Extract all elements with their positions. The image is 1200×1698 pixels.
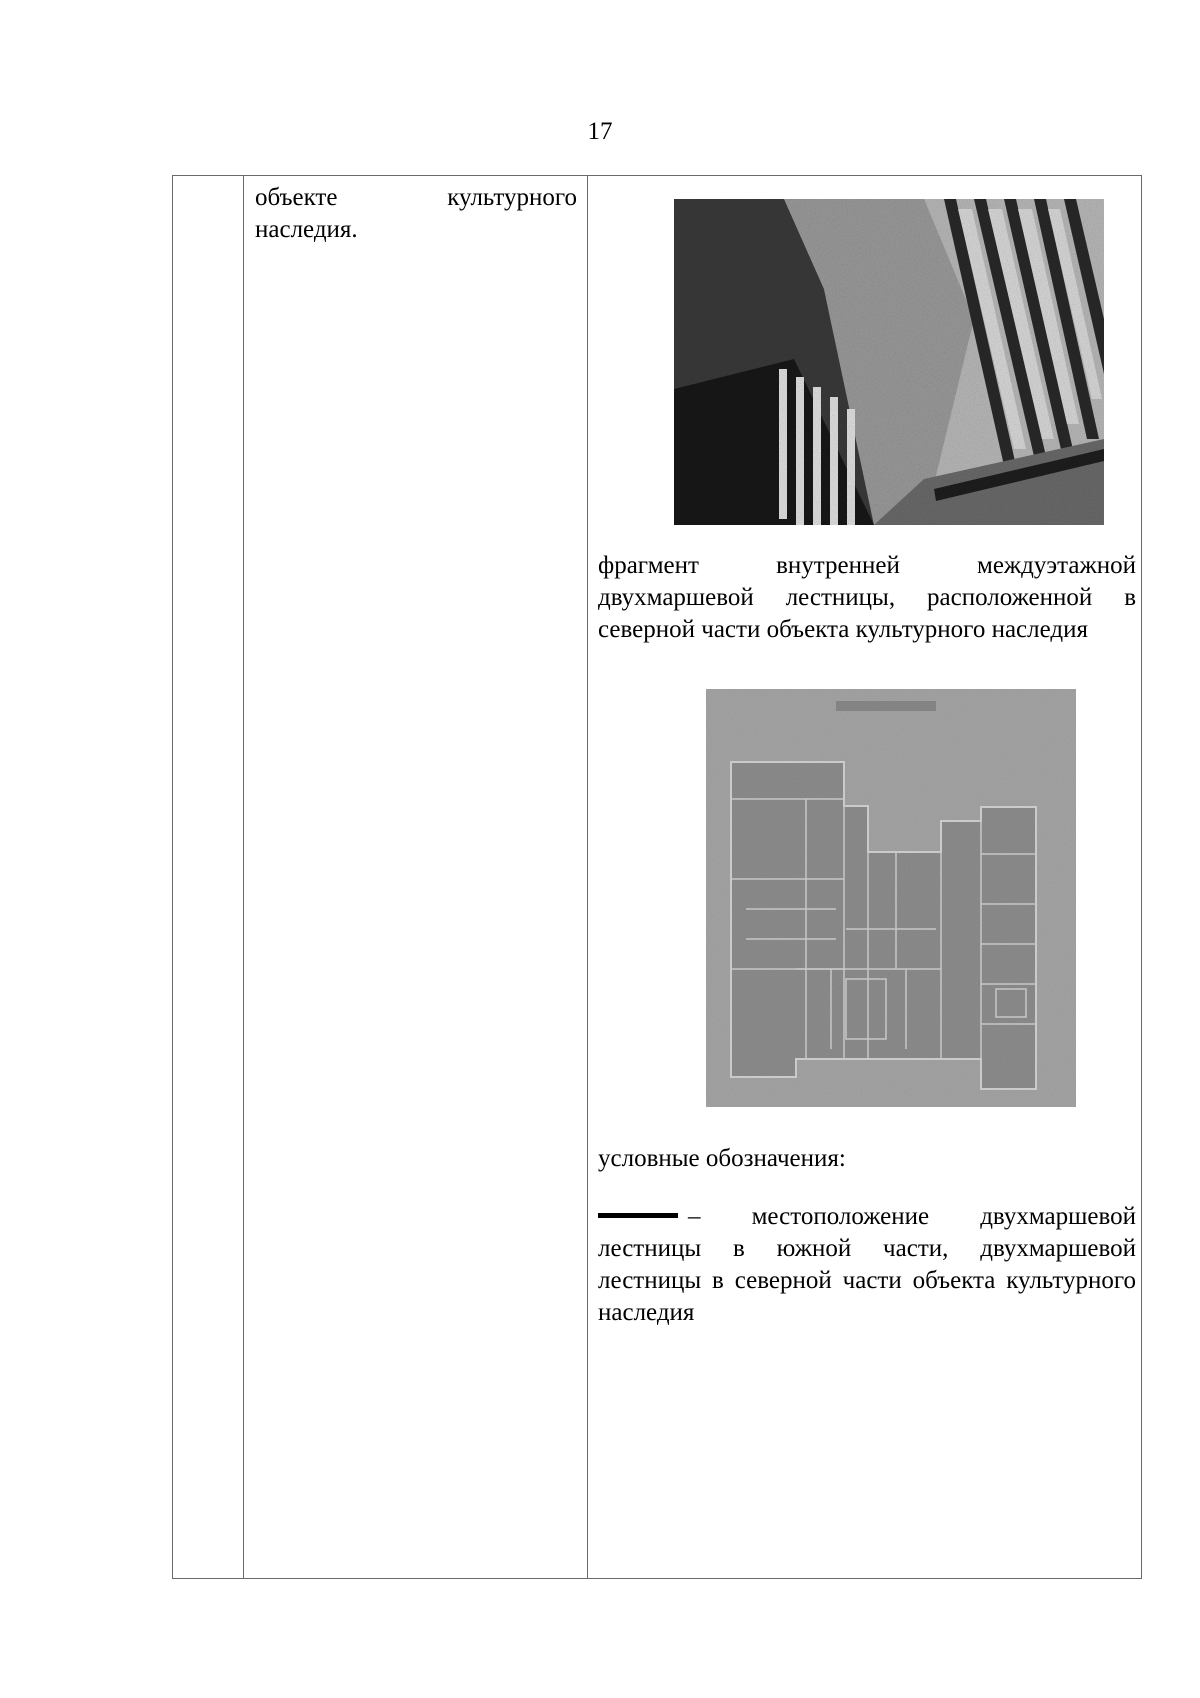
column-divider [243, 176, 244, 1578]
left-cell [255, 182, 577, 246]
photo-caption: фрагмент внутренней междуэтажной двухмаршевой лестницы, расположенной в северной части объекта культурного наследия [598, 552, 1136, 643]
left-cell-line [255, 182, 577, 214]
left-cell-line: наследия. [255, 216, 358, 243]
legend-line-symbol [598, 1213, 678, 1218]
staircase-photo [674, 199, 1104, 525]
legend-title: условные обозначения: [598, 1145, 846, 1172]
left-cell-word: объекте [255, 184, 338, 211]
page-number: 17 [587, 118, 613, 145]
document-table [172, 175, 1142, 1579]
legend-text: – местоположение двухмаршевой лестницы в южной части, двухмаршевой лестницы в северной части объекта культурного наследия [598, 1203, 1136, 1326]
legend-item [598, 1201, 1136, 1329]
left-cell-word: культурного [447, 184, 577, 211]
floor-plan-image [706, 689, 1076, 1107]
column-divider [587, 176, 588, 1578]
